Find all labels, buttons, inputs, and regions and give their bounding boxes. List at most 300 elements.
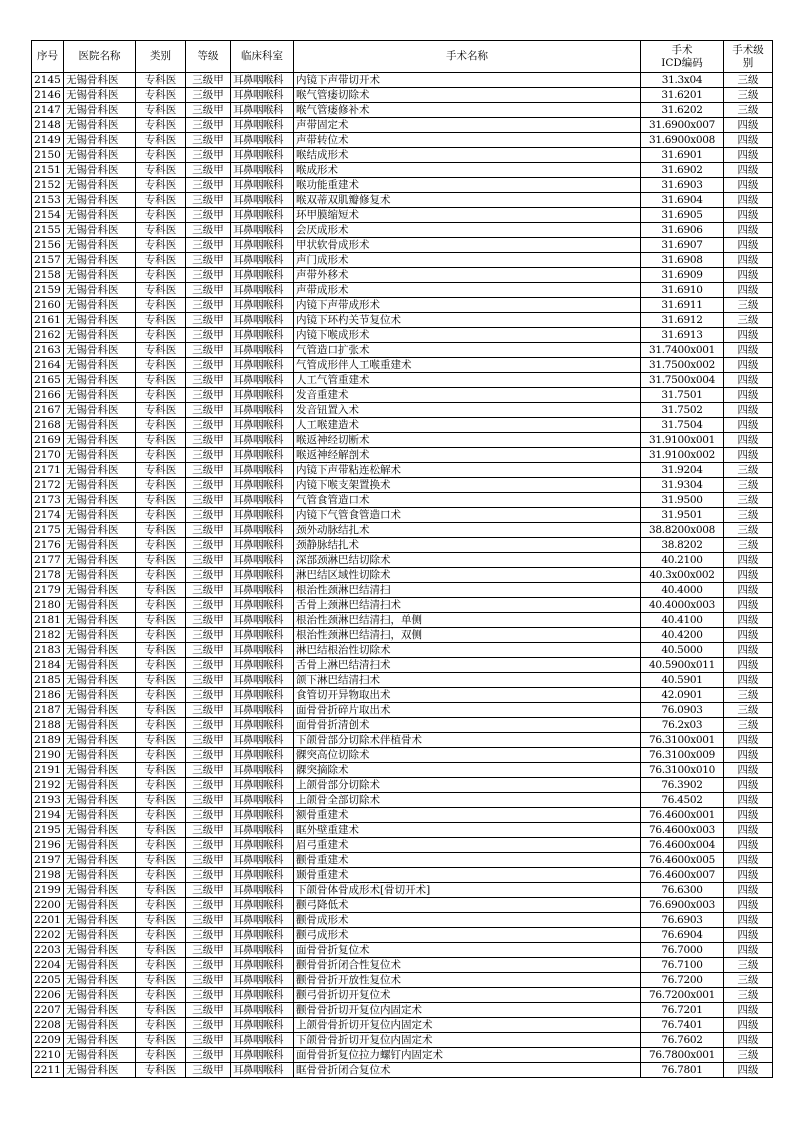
hospital-name-cell: 无锡骨科医: [64, 343, 136, 358]
icd-code-cell: 31.6911: [641, 298, 724, 313]
surgery-name-cell: 髁突摘除术: [294, 763, 641, 778]
category-cell: 专科医: [136, 418, 186, 433]
row-number-cell: 2211: [32, 1063, 64, 1078]
icd-code-cell: 31.6901: [641, 148, 724, 163]
department-cell: 耳鼻咽喉科: [231, 658, 294, 673]
row-number-cell: 2208: [32, 1018, 64, 1033]
surgery-name-cell: 气管成形伴人工喉重建术: [294, 358, 641, 373]
table-row: [32, 793, 773, 808]
row-number-cell: 2181: [32, 613, 64, 628]
hospital-name-cell: 无锡骨科医: [64, 313, 136, 328]
department-cell: 耳鼻咽喉科: [231, 283, 294, 298]
hospital-name-cell: 无锡骨科医: [64, 598, 136, 613]
surgery-name-cell: 气管食管造口术: [294, 493, 641, 508]
surgery-level-cell: 三级: [724, 103, 773, 118]
department-cell: 耳鼻咽喉科: [231, 253, 294, 268]
surgery-level-cell: 四级: [724, 403, 773, 418]
department-cell: 耳鼻咽喉科: [231, 223, 294, 238]
icd-code-cell: 31.6909: [641, 268, 724, 283]
department-cell: 耳鼻咽喉科: [231, 553, 294, 568]
hospital-name-cell: 无锡骨科医: [64, 223, 136, 238]
table-row: [32, 523, 773, 538]
surgery-level-cell: 四级: [724, 838, 773, 853]
surgery-name-cell: 喉返神经解剖术: [294, 448, 641, 463]
surgery-name-cell: 上颌骨部分切除术: [294, 778, 641, 793]
category-cell: 专科医: [136, 223, 186, 238]
grade-cell: 三级甲: [186, 388, 231, 403]
icd-code-cell: 31.9304: [641, 478, 724, 493]
category-cell: 专科医: [136, 733, 186, 748]
row-number-cell: 2188: [32, 718, 64, 733]
surgery-name-cell: 声带外移术: [294, 268, 641, 283]
department-cell: 耳鼻咽喉科: [231, 388, 294, 403]
table-row: [32, 658, 773, 673]
table-row: [32, 463, 773, 478]
surgery-level-cell: 四级: [724, 928, 773, 943]
surgery-name-cell: 颧弓骨折切开复位术: [294, 988, 641, 1003]
table-row: [32, 778, 773, 793]
grade-cell: 三级甲: [186, 328, 231, 343]
surgery-name-cell: 喉双蒂双肌瓣修复术: [294, 193, 641, 208]
surgery-name-cell: 会厌成形术: [294, 223, 641, 238]
department-cell: 耳鼻咽喉科: [231, 1018, 294, 1033]
surgery-name-cell: 气管造口扩张术: [294, 343, 641, 358]
icd-code-cell: 42.0901: [641, 688, 724, 703]
row-number-cell: 2160: [32, 298, 64, 313]
surgery-level-cell: 四级: [724, 178, 773, 193]
grade-cell: 三级甲: [186, 553, 231, 568]
category-cell: 专科医: [136, 943, 186, 958]
row-number-cell: 2197: [32, 853, 64, 868]
row-number-cell: 2198: [32, 868, 64, 883]
grade-cell: 三级甲: [186, 643, 231, 658]
category-cell: 专科医: [136, 448, 186, 463]
surgery-level-cell: 三级: [724, 958, 773, 973]
icd-code-cell: 76.4502: [641, 793, 724, 808]
icd-code-cell: 31.9204: [641, 463, 724, 478]
department-cell: 耳鼻咽喉科: [231, 718, 294, 733]
hospital-name-cell: 无锡骨科医: [64, 403, 136, 418]
hospital-name-cell: 无锡骨科医: [64, 613, 136, 628]
icd-code-cell: 40.4200: [641, 628, 724, 643]
category-cell: 专科医: [136, 928, 186, 943]
department-cell: 耳鼻咽喉科: [231, 538, 294, 553]
department-cell: 耳鼻咽喉科: [231, 1033, 294, 1048]
surgery-name-cell: 发音钮置入术: [294, 403, 641, 418]
surgery-level-cell: 三级: [724, 703, 773, 718]
row-number-cell: 2172: [32, 478, 64, 493]
surgery-level-cell: 四级: [724, 433, 773, 448]
department-cell: 耳鼻咽喉科: [231, 973, 294, 988]
row-number-cell: 2179: [32, 583, 64, 598]
surgery-level-cell: 四级: [724, 943, 773, 958]
row-number-cell: 2159: [32, 283, 64, 298]
row-number-cell: 2196: [32, 838, 64, 853]
department-cell: 耳鼻咽喉科: [231, 1048, 294, 1063]
row-number-cell: 2186: [32, 688, 64, 703]
table-row: [32, 1033, 773, 1048]
table-row: [32, 508, 773, 523]
grade-cell: 三级甲: [186, 508, 231, 523]
icd-code-cell: 76.7201: [641, 1003, 724, 1018]
surgery-name-cell: 根治性颈淋巴结清扫: [294, 583, 641, 598]
hospital-name-cell: 无锡骨科医: [64, 958, 136, 973]
hospital-name-cell: 无锡骨科医: [64, 943, 136, 958]
category-cell: 专科医: [136, 118, 186, 133]
surgery-level-cell: 三级: [724, 463, 773, 478]
row-number-cell: 2174: [32, 508, 64, 523]
icd-code-cell: 31.6906: [641, 223, 724, 238]
hospital-name-cell: 无锡骨科医: [64, 253, 136, 268]
hospital-name-cell: 无锡骨科医: [64, 898, 136, 913]
surgery-name-cell: 根治性颈淋巴结清扫，单侧: [294, 613, 641, 628]
icd-code-cell: 40.5901: [641, 673, 724, 688]
surgery-level-cell: 四级: [724, 553, 773, 568]
grade-cell: 三级甲: [186, 178, 231, 193]
department-cell: 耳鼻咽喉科: [231, 943, 294, 958]
row-number-cell: 2171: [32, 463, 64, 478]
table-row: [32, 493, 773, 508]
row-number-cell: 2206: [32, 988, 64, 1003]
icd-code-cell: 76.0903: [641, 703, 724, 718]
row-number-cell: 2200: [32, 898, 64, 913]
grade-cell: 三级甲: [186, 1018, 231, 1033]
row-number-cell: 2145: [32, 73, 64, 88]
surgery-name-cell: 内镜下环杓关节复位术: [294, 313, 641, 328]
department-cell: 耳鼻咽喉科: [231, 433, 294, 448]
row-number-cell: 2194: [32, 808, 64, 823]
hospital-name-cell: 无锡骨科医: [64, 778, 136, 793]
row-number-cell: 2170: [32, 448, 64, 463]
row-number-cell: 2165: [32, 373, 64, 388]
table-row: [32, 718, 773, 733]
icd-code-cell: 31.6202: [641, 103, 724, 118]
table-row: [32, 838, 773, 853]
surgery-name-cell: 颈静脉结扎术: [294, 538, 641, 553]
category-cell: 专科医: [136, 388, 186, 403]
hospital-name-cell: 无锡骨科医: [64, 1063, 136, 1078]
department-cell: 耳鼻咽喉科: [231, 703, 294, 718]
department-cell: 耳鼻咽喉科: [231, 628, 294, 643]
hospital-name-cell: 无锡骨科医: [64, 463, 136, 478]
grade-cell: 三级甲: [186, 883, 231, 898]
department-cell: 耳鼻咽喉科: [231, 73, 294, 88]
table-row: [32, 148, 773, 163]
grade-cell: 三级甲: [186, 478, 231, 493]
surgery-name-cell: 人工气管重建术: [294, 373, 641, 388]
department-cell: 耳鼻咽喉科: [231, 913, 294, 928]
row-number-cell: 2156: [32, 238, 64, 253]
icd-code-cell: 31.6907: [641, 238, 724, 253]
surgery-name-cell: 声门成形术: [294, 253, 641, 268]
hospital-name-cell: 无锡骨科医: [64, 643, 136, 658]
icd-code-cell: 76.7000: [641, 943, 724, 958]
surgery-name-cell: 上颌骨骨折切开复位内固定术: [294, 1018, 641, 1033]
surgery-level-cell: 四级: [724, 133, 773, 148]
department-cell: 耳鼻咽喉科: [231, 793, 294, 808]
icd-code-cell: 40.3x00x002: [641, 568, 724, 583]
grade-cell: 三级甲: [186, 523, 231, 538]
department-cell: 耳鼻咽喉科: [231, 748, 294, 763]
table-row: [32, 238, 773, 253]
grade-cell: 三级甲: [186, 808, 231, 823]
surgery-name-cell: 声带固定术: [294, 118, 641, 133]
department-cell: 耳鼻咽喉科: [231, 103, 294, 118]
grade-cell: 三级甲: [186, 853, 231, 868]
hospital-name-cell: 无锡骨科医: [64, 88, 136, 103]
department-cell: 耳鼻咽喉科: [231, 343, 294, 358]
surgery-level-cell: 四级: [724, 628, 773, 643]
hospital-name-cell: 无锡骨科医: [64, 973, 136, 988]
hospital-name-cell: 无锡骨科医: [64, 478, 136, 493]
surgery-level-cell: 四级: [724, 193, 773, 208]
surgery-level-cell: 四级: [724, 268, 773, 283]
hospital-name-cell: 无锡骨科医: [64, 208, 136, 223]
surgery-name-cell: 内镜下声带成形术: [294, 298, 641, 313]
hospital-name-cell: 无锡骨科医: [64, 763, 136, 778]
icd-code-cell: 76.4600x005: [641, 853, 724, 868]
surgery-level-cell: 四级: [724, 253, 773, 268]
category-cell: 专科医: [136, 538, 186, 553]
grade-cell: 三级甲: [186, 688, 231, 703]
surgery-name-cell: 淋巴结区域性切除术: [294, 568, 641, 583]
icd-code-cell: 31.6905: [641, 208, 724, 223]
icd-code-cell: 76.4600x001: [641, 808, 724, 823]
hospital-name-cell: 无锡骨科医: [64, 1018, 136, 1033]
surgery-level-cell: 四级: [724, 448, 773, 463]
hospital-name-cell: 无锡骨科医: [64, 103, 136, 118]
grade-cell: 三级甲: [186, 448, 231, 463]
department-cell: 耳鼻咽喉科: [231, 823, 294, 838]
grade-cell: 三级甲: [186, 313, 231, 328]
hospital-name-cell: 无锡骨科医: [64, 358, 136, 373]
grade-cell: 三级甲: [186, 673, 231, 688]
category-cell: 专科医: [136, 463, 186, 478]
icd-code-cell: 76.7800x001: [641, 1048, 724, 1063]
department-cell: 耳鼻咽喉科: [231, 298, 294, 313]
grade-cell: 三级甲: [186, 298, 231, 313]
hospital-name-cell: 无锡骨科医: [64, 508, 136, 523]
surgery-level-cell: 四级: [724, 1018, 773, 1033]
category-cell: 专科医: [136, 973, 186, 988]
hospital-name-cell: 无锡骨科医: [64, 433, 136, 448]
icd-code-cell: 31.7500x002: [641, 358, 724, 373]
row-number-cell: 2164: [32, 358, 64, 373]
table-row: [32, 283, 773, 298]
surgery-name-cell: 颧骨骨折切开复位内固定术: [294, 1003, 641, 1018]
surgery-name-cell: 髁突高位切除术: [294, 748, 641, 763]
icd-code-cell: 40.5900x011: [641, 658, 724, 673]
header-category: 类别: [136, 41, 186, 73]
category-cell: 专科医: [136, 193, 186, 208]
department-cell: 耳鼻咽喉科: [231, 193, 294, 208]
table-row: [32, 268, 773, 283]
table-row: [32, 223, 773, 238]
row-number-cell: 2180: [32, 598, 64, 613]
hospital-name-cell: 无锡骨科医: [64, 163, 136, 178]
surgery-name-cell: 眶外壁重建术: [294, 823, 641, 838]
surgery-name-cell: 内镜下声带粘连松解术: [294, 463, 641, 478]
table-row: [32, 868, 773, 883]
hospital-name-cell: 无锡骨科医: [64, 238, 136, 253]
row-number-cell: 2210: [32, 1048, 64, 1063]
surgery-level-cell: 四级: [724, 1063, 773, 1078]
department-cell: 耳鼻咽喉科: [231, 358, 294, 373]
table-row: [32, 448, 773, 463]
table-row: [32, 343, 773, 358]
row-number-cell: 2178: [32, 568, 64, 583]
hospital-name-cell: 无锡骨科医: [64, 568, 136, 583]
table-row: [32, 748, 773, 763]
category-cell: 专科医: [136, 883, 186, 898]
department-cell: 耳鼻咽喉科: [231, 238, 294, 253]
table-row: [32, 988, 773, 1003]
surgery-level-cell: 四级: [724, 568, 773, 583]
hospital-name-cell: 无锡骨科医: [64, 628, 136, 643]
surgery-name-cell: 舌骨上颈淋巴结清扫术: [294, 598, 641, 613]
grade-cell: 三级甲: [186, 283, 231, 298]
department-cell: 耳鼻咽喉科: [231, 88, 294, 103]
hospital-name-cell: 无锡骨科医: [64, 928, 136, 943]
department-cell: 耳鼻咽喉科: [231, 208, 294, 223]
category-cell: 专科医: [136, 643, 186, 658]
surgery-name-cell: 上颌骨全部切除术: [294, 793, 641, 808]
surgery-level-cell: 四级: [724, 238, 773, 253]
header-icd-line2: ICD编码: [661, 56, 703, 69]
hospital-name-cell: 无锡骨科医: [64, 328, 136, 343]
department-cell: 耳鼻咽喉科: [231, 733, 294, 748]
department-cell: 耳鼻咽喉科: [231, 583, 294, 598]
surgery-name-cell: 环甲膜缩短术: [294, 208, 641, 223]
table-row: [32, 688, 773, 703]
surgery-level-cell: 三级: [724, 73, 773, 88]
grade-cell: 三级甲: [186, 733, 231, 748]
row-number-cell: 2148: [32, 118, 64, 133]
table-row: [32, 898, 773, 913]
icd-code-cell: 40.2100: [641, 553, 724, 568]
hospital-name-cell: 无锡骨科医: [64, 118, 136, 133]
category-cell: 专科医: [136, 778, 186, 793]
header-hospital: 医院名称: [64, 41, 136, 73]
row-number-cell: 2150: [32, 148, 64, 163]
surgery-level-cell: 四级: [724, 898, 773, 913]
surgery-name-cell: 颞骨重建术: [294, 868, 641, 883]
department-cell: 耳鼻咽喉科: [231, 493, 294, 508]
department-cell: 耳鼻咽喉科: [231, 643, 294, 658]
surgery-level-cell: 三级: [724, 1048, 773, 1063]
surgery-level-cell: 四级: [724, 208, 773, 223]
category-cell: 专科医: [136, 373, 186, 388]
hospital-name-cell: 无锡骨科医: [64, 793, 136, 808]
grade-cell: 三级甲: [186, 163, 231, 178]
category-cell: 专科医: [136, 988, 186, 1003]
category-cell: 专科医: [136, 583, 186, 598]
icd-code-cell: 31.6913: [641, 328, 724, 343]
row-number-cell: 2158: [32, 268, 64, 283]
icd-code-cell: 76.3902: [641, 778, 724, 793]
row-number-cell: 2182: [32, 628, 64, 643]
table-row: [32, 478, 773, 493]
surgery-level-cell: 四级: [724, 733, 773, 748]
grade-cell: 三级甲: [186, 613, 231, 628]
department-cell: 耳鼻咽喉科: [231, 1063, 294, 1078]
surgery-level-cell: 三级: [724, 718, 773, 733]
surgery-name-cell: 颧骨成形术: [294, 913, 641, 928]
table-row: [32, 1003, 773, 1018]
surgery-level-cell: 三级: [724, 988, 773, 1003]
surgery-name-cell: 颌下淋巴结清扫术: [294, 673, 641, 688]
row-number-cell: 2155: [32, 223, 64, 238]
row-number-cell: 2189: [32, 733, 64, 748]
icd-code-cell: 76.7801: [641, 1063, 724, 1078]
hospital-name-cell: 无锡骨科医: [64, 298, 136, 313]
grade-cell: 三级甲: [186, 358, 231, 373]
icd-code-cell: 38.8202: [641, 538, 724, 553]
grade-cell: 三级甲: [186, 538, 231, 553]
row-number-cell: 2149: [32, 133, 64, 148]
surgery-level-cell: 四级: [724, 613, 773, 628]
icd-code-cell: 38.8200x008: [641, 523, 724, 538]
surgery-level-cell: 三级: [724, 973, 773, 988]
category-cell: 专科医: [136, 478, 186, 493]
icd-code-cell: 31.6900x008: [641, 133, 724, 148]
header-department: 临床科室: [231, 41, 294, 73]
category-cell: 专科医: [136, 763, 186, 778]
hospital-name-cell: 无锡骨科医: [64, 1003, 136, 1018]
grade-cell: 三级甲: [186, 373, 231, 388]
department-cell: 耳鼻咽喉科: [231, 988, 294, 1003]
category-cell: 专科医: [136, 553, 186, 568]
category-cell: 专科医: [136, 1048, 186, 1063]
category-cell: 专科医: [136, 523, 186, 538]
surgery-name-cell: 淋巴结根治性切除术: [294, 643, 641, 658]
icd-code-cell: 76.4600x003: [641, 823, 724, 838]
grade-cell: 三级甲: [186, 238, 231, 253]
department-cell: 耳鼻咽喉科: [231, 403, 294, 418]
icd-code-cell: 40.4100: [641, 613, 724, 628]
table-row: [32, 553, 773, 568]
grade-cell: 三级甲: [186, 988, 231, 1003]
row-number-cell: 2190: [32, 748, 64, 763]
surgery-level-cell: 四级: [724, 163, 773, 178]
row-number-cell: 2205: [32, 973, 64, 988]
category-cell: 专科医: [136, 913, 186, 928]
hospital-name-cell: 无锡骨科医: [64, 988, 136, 1003]
table-row: [32, 208, 773, 223]
category-cell: 专科医: [136, 238, 186, 253]
surgery-name-cell: 深部颈淋巴结切除术: [294, 553, 641, 568]
row-number-cell: 2153: [32, 193, 64, 208]
icd-code-cell: 76.6903: [641, 913, 724, 928]
surgery-level-cell: 三级: [724, 523, 773, 538]
department-cell: 耳鼻咽喉科: [231, 268, 294, 283]
category-cell: 专科医: [136, 628, 186, 643]
icd-code-cell: 76.4600x004: [641, 838, 724, 853]
row-number-cell: 2195: [32, 823, 64, 838]
surgery-name-cell: 颧骨重建术: [294, 853, 641, 868]
grade-cell: 三级甲: [186, 433, 231, 448]
table-row: [32, 1048, 773, 1063]
category-cell: 专科医: [136, 313, 186, 328]
icd-code-cell: 76.7602: [641, 1033, 724, 1048]
department-cell: 耳鼻咽喉科: [231, 1003, 294, 1018]
hospital-name-cell: 无锡骨科医: [64, 73, 136, 88]
grade-cell: 三级甲: [186, 208, 231, 223]
row-number-cell: 2151: [32, 163, 64, 178]
surgery-name-cell: 内镜下声带切开术: [294, 73, 641, 88]
icd-code-cell: 31.7502: [641, 403, 724, 418]
table-row: [32, 1018, 773, 1033]
